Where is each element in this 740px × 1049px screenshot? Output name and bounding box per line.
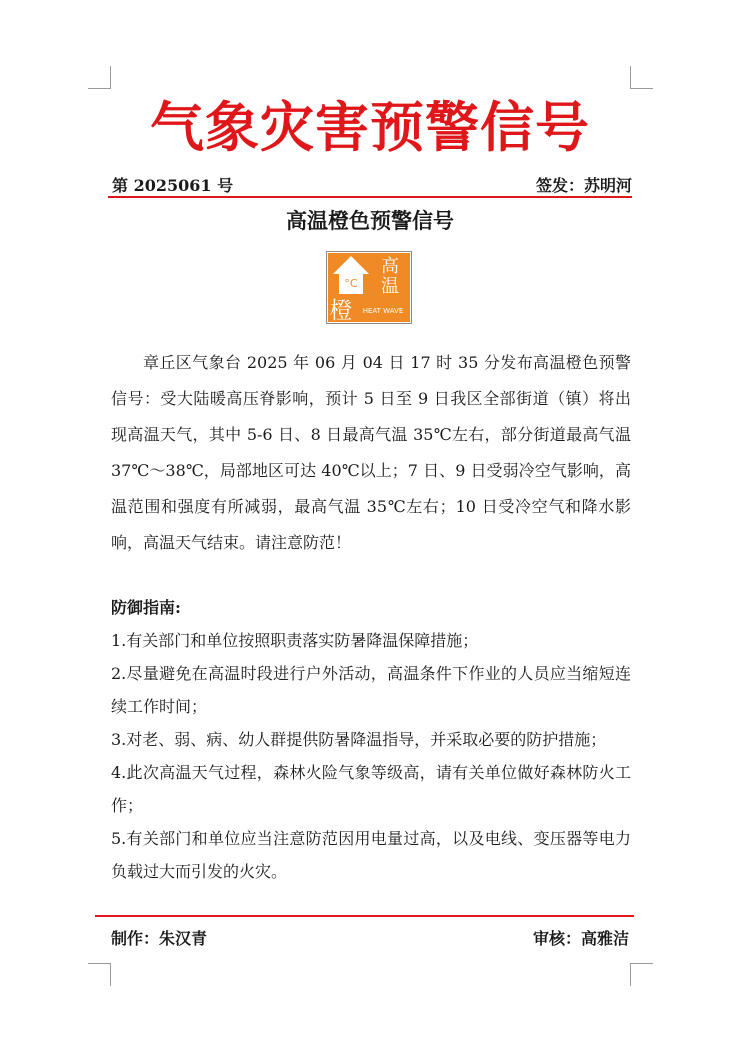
guidance-list bbox=[111, 624, 631, 888]
crop-mark-top-right bbox=[630, 66, 653, 89]
guidance-item: 3.对老、弱、病、幼人群提供防暑降温指导，并采取必要的防护措施； bbox=[111, 730, 607, 749]
header-rule bbox=[108, 196, 632, 198]
signer: 签发：苏明河 bbox=[535, 176, 632, 195]
high-temperature-orange-warning-icon bbox=[326, 251, 412, 324]
guidance-heading: 防御指南: bbox=[111, 598, 181, 617]
badge-cn-label-2: 温 bbox=[381, 276, 399, 297]
guidance-item: 2.尽量避免在高温时段进行户外活动，高温条件下作业的人员应当缩短连续工作时间； bbox=[111, 664, 631, 716]
footer-rule bbox=[95, 915, 634, 917]
reviewer: 审核：高雅洁 bbox=[532, 929, 629, 948]
producer: 制作：朱汉青 bbox=[111, 929, 208, 948]
guidance-item: 5.有关部门和单位应当注意防范因用电量过高，以及电线、变压器等电力负载过大而引发的火灾。 bbox=[111, 829, 631, 881]
issue-number: 第 2025061 号 bbox=[112, 176, 234, 195]
masthead-title: 气象灾害预警信号 bbox=[150, 96, 590, 159]
guidance-item: 4.此次高温天气过程，森林火险气象等级高，请有关单位做好森林防火工作； bbox=[111, 763, 631, 815]
badge-unit-label: °C bbox=[344, 277, 358, 290]
guidance-item: 1.有关部门和单位按照职责落实防暑降温保障措施； bbox=[111, 631, 479, 650]
badge-cn-label-1: 高 bbox=[381, 256, 399, 277]
badge-en-label: HEAT WAVE bbox=[362, 307, 404, 315]
signal-title: 高温橙色预警信号 bbox=[286, 208, 454, 233]
warning-body-paragraph: 章丘区气象台 2025 年 06 月 04 日 17 时 35 分发布高温橙色预警信号：受大陆暖高压脊影响，预计 5 日至 9 日我区全部街道（镇）将出现高温天气，其中 5-6 日、8 日最高气温 35℃左右，部分街道最高气温 37℃～38℃，局部地区可达 40℃以上；7 日、9 日受弱冷空气影响，高温范围和强度有所减弱，最高气温 35℃左右；10 日受冷空气和降水影响，高温天气结束。请注意防范！ bbox=[111, 353, 631, 552]
crop-mark-bottom-right bbox=[630, 963, 653, 986]
badge-level-label: 橙 bbox=[329, 298, 353, 324]
crop-mark-bottom-left bbox=[88, 963, 111, 986]
crop-mark-top-left bbox=[88, 66, 111, 89]
